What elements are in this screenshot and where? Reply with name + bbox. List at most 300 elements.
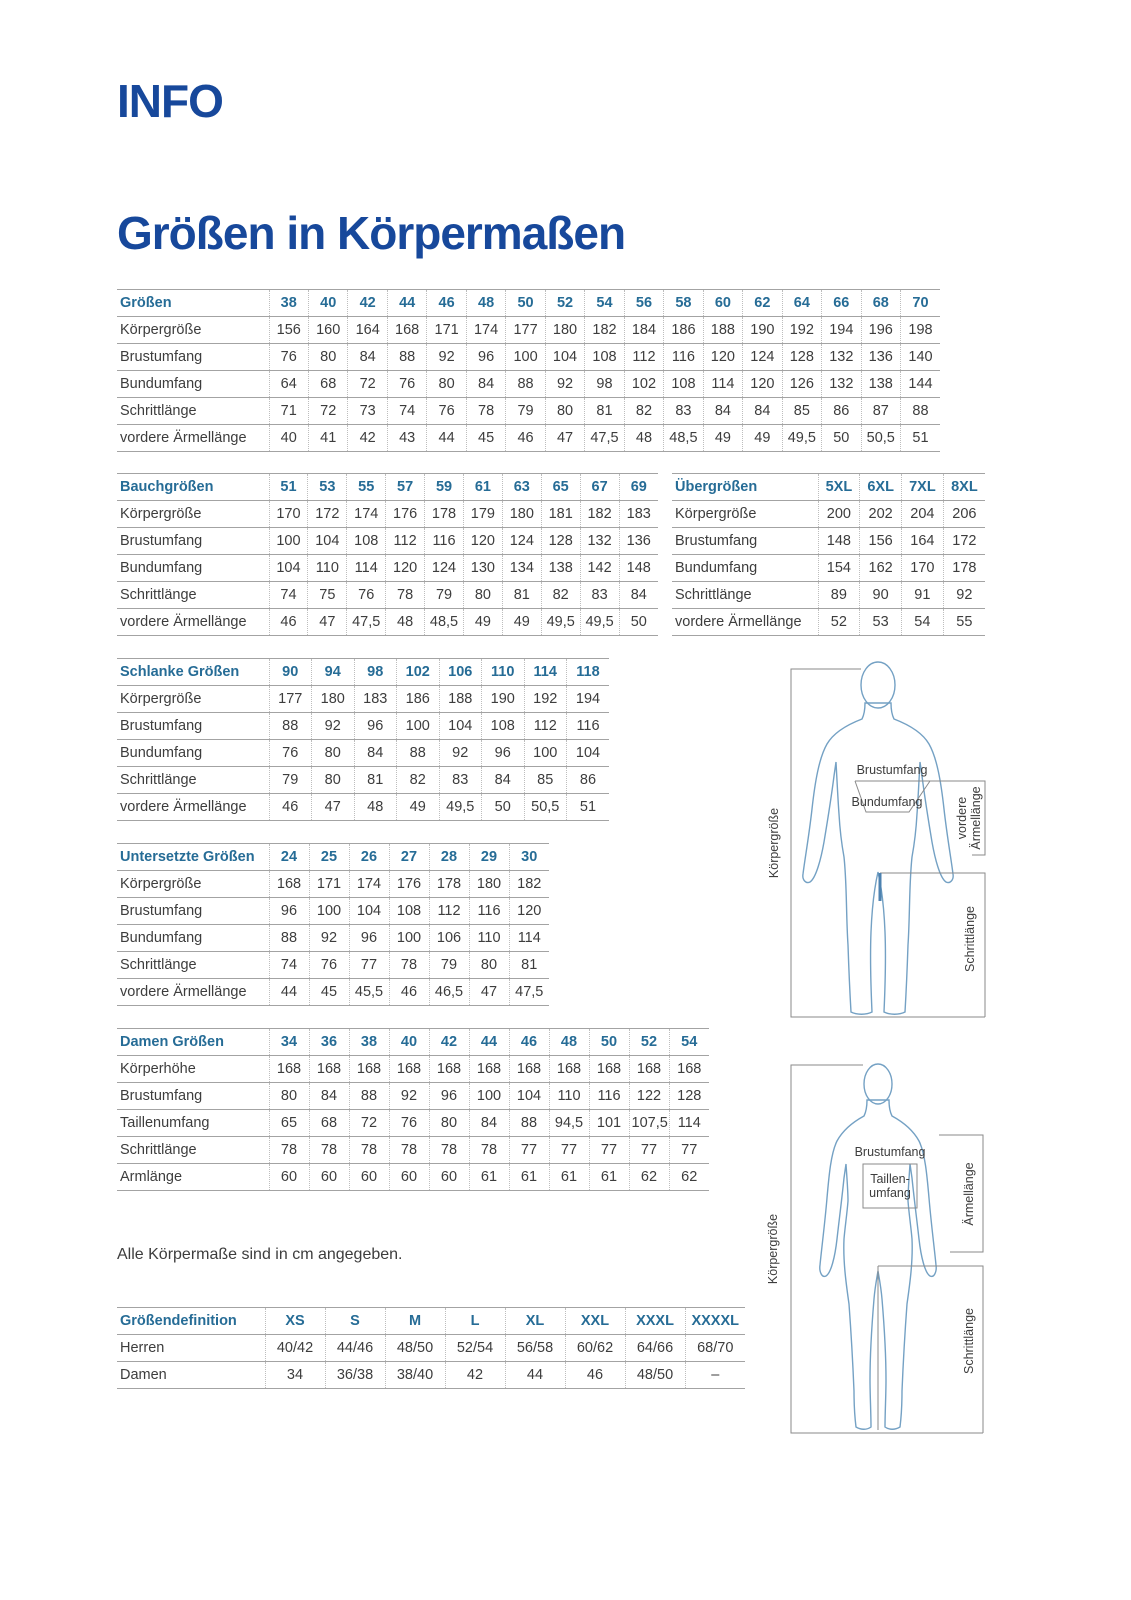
size-column-header: S	[325, 1308, 385, 1335]
cell-value: 96	[466, 344, 505, 371]
cell-value: 80	[312, 740, 355, 767]
table-title: Damen Größen	[117, 1029, 269, 1056]
cell-value: 186	[664, 317, 703, 344]
cell-value: 112	[386, 528, 425, 555]
cell-value: 174	[349, 871, 389, 898]
cell-value: 46	[506, 425, 545, 452]
cell-value: 48	[624, 425, 663, 452]
cell-value: 40	[269, 425, 308, 452]
cell-value: 162	[860, 555, 902, 582]
cell-value: 196	[861, 317, 900, 344]
cell-value: 44/46	[325, 1335, 385, 1362]
row-label: Körperhöhe	[117, 1056, 269, 1083]
cell-value: 56/58	[505, 1335, 565, 1362]
cell-value: 76	[309, 952, 349, 979]
table-header-row	[117, 474, 658, 501]
cell-value: 48/50	[385, 1335, 445, 1362]
cell-value: 44	[427, 425, 466, 452]
cell-value: 138	[541, 555, 580, 582]
cell-value: 108	[347, 528, 386, 555]
cell-value: 43	[387, 425, 426, 452]
size-column-header: 110	[482, 659, 525, 686]
cell-value: 83	[664, 398, 703, 425]
size-table	[117, 658, 609, 821]
female-taillenumfang-label-line1: Taillen-	[870, 1172, 910, 1186]
cell-value: 84	[743, 398, 782, 425]
cell-value: 168	[589, 1056, 629, 1083]
cell-value: 68/70	[685, 1335, 745, 1362]
row-label: vordere Ärmellänge	[117, 609, 269, 636]
table-row	[117, 317, 940, 344]
table-row	[117, 398, 940, 425]
table-uebergroessen	[672, 473, 985, 636]
cell-value: 88	[901, 398, 941, 425]
size-column-header: 59	[425, 474, 464, 501]
page-title: Größen in Körpermaßen	[117, 207, 626, 259]
table-row	[117, 794, 609, 821]
cell-value: 51	[567, 794, 610, 821]
cell-value: 49,5	[580, 609, 619, 636]
row-label: Körpergröße	[117, 317, 269, 344]
table-row	[672, 609, 985, 636]
cell-value: 92	[312, 713, 355, 740]
size-column-header: 94	[312, 659, 355, 686]
table-title: Untersetzte Größen	[117, 844, 269, 871]
size-column-header: 50	[589, 1029, 629, 1056]
table-row	[117, 344, 940, 371]
row-label: Brustumfang	[117, 1083, 269, 1110]
cell-value: 49	[743, 425, 782, 452]
cell-value: 49,5	[541, 609, 580, 636]
cell-value: 180	[545, 317, 584, 344]
cell-value: 148	[619, 555, 658, 582]
female-koerpergroesse-label: Körpergröße	[766, 1213, 780, 1285]
cell-value: 74	[387, 398, 426, 425]
table-row	[117, 528, 658, 555]
size-column-header: 50	[506, 290, 545, 317]
size-column-header: 46	[509, 1029, 549, 1056]
cell-value: 49,5	[439, 794, 482, 821]
cell-value: 100	[469, 1083, 509, 1110]
cell-value: 77	[669, 1137, 709, 1164]
size-column-header: 51	[269, 474, 308, 501]
cell-value: 61	[589, 1164, 629, 1191]
cell-value: 132	[822, 371, 861, 398]
table-header-row	[117, 659, 609, 686]
size-column-header: 69	[619, 474, 658, 501]
size-table	[117, 289, 940, 452]
cell-value: 77	[589, 1137, 629, 1164]
cell-value: 154	[818, 555, 860, 582]
size-column-header: 54	[669, 1029, 709, 1056]
male-koerpergroesse-label: Körpergröße	[767, 807, 781, 879]
size-column-header: 54	[585, 290, 624, 317]
cell-value: 120	[703, 344, 742, 371]
cell-value: 80	[469, 952, 509, 979]
size-column-header: 60	[703, 290, 742, 317]
cell-value: 78	[386, 582, 425, 609]
table-groessendefinition	[117, 1307, 745, 1389]
table-row	[117, 686, 609, 713]
cell-value: 96	[482, 740, 525, 767]
cell-value: 132	[580, 528, 619, 555]
cell-value: 130	[463, 555, 502, 582]
row-label: Körpergröße	[117, 686, 269, 713]
row-label: Körpergröße	[672, 501, 818, 528]
cell-value: 168	[389, 1056, 429, 1083]
cell-value: 72	[348, 371, 387, 398]
size-column-header: 106	[439, 659, 482, 686]
cell-value: 88	[269, 713, 312, 740]
cell-value: 60	[349, 1164, 389, 1191]
size-column-header: 118	[567, 659, 610, 686]
cell-value: 184	[624, 317, 663, 344]
cell-value: 46,5	[429, 979, 469, 1006]
cell-value: 171	[309, 871, 349, 898]
size-column-header: 6XL	[860, 474, 902, 501]
cell-value: 100	[397, 713, 440, 740]
cell-value: 194	[822, 317, 861, 344]
table-title: Größendefinition	[117, 1308, 265, 1335]
cell-value: 85	[782, 398, 821, 425]
size-column-header: XXXL	[625, 1308, 685, 1335]
cell-value: 112	[524, 713, 567, 740]
cell-value: 190	[482, 686, 525, 713]
cell-value: 186	[397, 686, 440, 713]
female-schrittlaenge-label: Schrittlänge	[962, 1307, 976, 1375]
cell-value: 116	[567, 713, 610, 740]
table-bauchgroessen	[117, 473, 658, 636]
table-row	[117, 1056, 709, 1083]
cell-value: 50	[482, 794, 525, 821]
cell-value: 41	[308, 425, 347, 452]
row-label: Brustumfang	[672, 528, 818, 555]
male-aermellaenge-label-line2: Ärmellänge	[969, 786, 983, 850]
cell-value: 47,5	[585, 425, 624, 452]
cell-value: 48,5	[425, 609, 464, 636]
female-aermellaenge-label: Ärmellänge	[962, 1162, 976, 1226]
size-column-header: 102	[397, 659, 440, 686]
table-row	[117, 979, 549, 1006]
cell-value: 82	[624, 398, 663, 425]
cell-value: 108	[482, 713, 525, 740]
cell-value: 47	[308, 609, 347, 636]
cell-value: 45	[466, 425, 505, 452]
cell-value: 78	[349, 1137, 389, 1164]
cell-value: 88	[397, 740, 440, 767]
cell-value: 178	[425, 501, 464, 528]
size-column-header: 38	[349, 1029, 389, 1056]
cell-value: 132	[822, 344, 861, 371]
size-column-header: 40	[308, 290, 347, 317]
cell-value: 68	[308, 371, 347, 398]
table-row	[117, 1110, 709, 1137]
cell-value: 54	[902, 609, 944, 636]
cell-value: –	[685, 1362, 745, 1389]
cell-value: 116	[469, 898, 509, 925]
cell-value: 100	[524, 740, 567, 767]
cell-value: 168	[429, 1056, 469, 1083]
cell-value: 44	[269, 979, 309, 1006]
cell-value: 48,5	[664, 425, 703, 452]
male-brustumfang-label: Brustumfang	[856, 763, 928, 777]
row-label: Körpergröße	[117, 501, 269, 528]
cell-value: 142	[580, 555, 619, 582]
cell-value: 179	[463, 501, 502, 528]
size-table	[117, 1028, 709, 1191]
cell-value: 200	[818, 501, 860, 528]
size-column-header: 48	[466, 290, 505, 317]
cell-value: 190	[743, 317, 782, 344]
size-column-header: 44	[387, 290, 426, 317]
row-label: Damen	[117, 1362, 265, 1389]
size-column-header: 63	[502, 474, 541, 501]
cell-value: 110	[549, 1083, 589, 1110]
size-column-header: 53	[308, 474, 347, 501]
cell-value: 72	[349, 1110, 389, 1137]
cell-value: 84	[354, 740, 397, 767]
size-column-header: 34	[269, 1029, 309, 1056]
cell-value: 78	[466, 398, 505, 425]
cell-value: 102	[624, 371, 663, 398]
table-row	[117, 1083, 709, 1110]
cell-value: 46	[389, 979, 429, 1006]
table-row	[117, 501, 658, 528]
koerpergroesse-bracket	[791, 1065, 983, 1433]
size-column-header: 36	[309, 1029, 349, 1056]
size-table	[117, 1307, 745, 1389]
cell-value: 91	[902, 582, 944, 609]
cell-value: 62	[629, 1164, 669, 1191]
table-row	[117, 1164, 709, 1191]
cell-value: 182	[580, 501, 619, 528]
cell-value: 120	[743, 371, 782, 398]
table-row	[117, 925, 549, 952]
cell-value: 47	[469, 979, 509, 1006]
table-row	[117, 425, 940, 452]
table-row	[117, 713, 609, 740]
cell-value: 82	[541, 582, 580, 609]
aermellaenge-bracket	[939, 1135, 983, 1252]
cell-value: 181	[541, 501, 580, 528]
cell-value: 80	[308, 344, 347, 371]
cell-value: 73	[348, 398, 387, 425]
table-title: Bauchgrößen	[117, 474, 269, 501]
cell-value: 45	[309, 979, 349, 1006]
size-column-header: 56	[624, 290, 663, 317]
cell-value: 90	[860, 582, 902, 609]
cell-value: 106	[429, 925, 469, 952]
cell-value: 49	[703, 425, 742, 452]
table-row	[672, 582, 985, 609]
size-column-header: 42	[348, 290, 387, 317]
cell-value: 79	[425, 582, 464, 609]
cell-value: 50	[619, 609, 658, 636]
cell-value: 83	[439, 767, 482, 794]
cell-value: 100	[309, 898, 349, 925]
cell-value: 92	[309, 925, 349, 952]
cell-value: 98	[585, 371, 624, 398]
cell-value: 80	[427, 371, 466, 398]
cell-value: 80	[545, 398, 584, 425]
cell-value: 60	[429, 1164, 469, 1191]
cell-value: 198	[901, 317, 941, 344]
cell-value: 128	[541, 528, 580, 555]
cell-value: 81	[585, 398, 624, 425]
cell-value: 168	[269, 871, 309, 898]
cell-value: 76	[427, 398, 466, 425]
cell-value: 168	[349, 1056, 389, 1083]
cell-value: 61	[549, 1164, 589, 1191]
cell-value: 114	[347, 555, 386, 582]
male-head-outline	[861, 662, 895, 708]
cell-value: 50	[822, 425, 861, 452]
cell-value: 46	[269, 794, 312, 821]
cell-value: 176	[389, 871, 429, 898]
row-label: Armlänge	[117, 1164, 269, 1191]
row-label: Taillenumfang	[117, 1110, 269, 1137]
size-column-header: 26	[349, 844, 389, 871]
row-label: vordere Ärmellänge	[117, 425, 269, 452]
cell-value: 138	[861, 371, 900, 398]
cell-value: 55	[943, 609, 985, 636]
cell-value: 172	[308, 501, 347, 528]
cell-value: 89	[818, 582, 860, 609]
cell-value: 204	[902, 501, 944, 528]
cell-value: 71	[269, 398, 308, 425]
cell-value: 78	[429, 1137, 469, 1164]
size-column-header: 64	[782, 290, 821, 317]
row-label: Bundumfang	[117, 925, 269, 952]
table-row	[117, 952, 549, 979]
cell-value: 84	[348, 344, 387, 371]
cell-value: 60	[309, 1164, 349, 1191]
cell-value: 42	[445, 1362, 505, 1389]
cell-value: 156	[860, 528, 902, 555]
cell-value: 110	[469, 925, 509, 952]
cell-value: 60	[389, 1164, 429, 1191]
cell-value: 194	[567, 686, 610, 713]
cell-value: 52/54	[445, 1335, 505, 1362]
table-title: Schlanke Größen	[117, 659, 269, 686]
cell-value: 62	[669, 1164, 709, 1191]
cell-value: 96	[354, 713, 397, 740]
cell-value: 100	[269, 528, 308, 555]
cell-value: 49	[463, 609, 502, 636]
cell-value: 83	[580, 582, 619, 609]
cell-value: 168	[669, 1056, 709, 1083]
cell-value: 78	[389, 1137, 429, 1164]
table-title: Übergrößen	[672, 474, 818, 501]
size-column-header: 38	[269, 290, 308, 317]
cell-value: 52	[818, 609, 860, 636]
table-row	[117, 767, 609, 794]
size-column-header: 48	[549, 1029, 589, 1056]
male-measurement-diagram	[753, 645, 1003, 1030]
cell-value: 168	[549, 1056, 589, 1083]
cell-value: 104	[567, 740, 610, 767]
cell-value: 122	[629, 1083, 669, 1110]
cell-value: 61	[509, 1164, 549, 1191]
cell-value: 192	[782, 317, 821, 344]
cell-value: 46	[269, 609, 308, 636]
cell-value: 108	[585, 344, 624, 371]
cell-value: 74	[269, 582, 308, 609]
size-column-header: 61	[463, 474, 502, 501]
cell-value: 128	[669, 1083, 709, 1110]
cell-value: 104	[349, 898, 389, 925]
cell-value: 74	[269, 952, 309, 979]
cell-value: 192	[524, 686, 567, 713]
cell-value: 92	[389, 1083, 429, 1110]
size-column-header: 44	[469, 1029, 509, 1056]
cell-value: 112	[624, 344, 663, 371]
cell-value: 120	[509, 898, 549, 925]
cell-value: 45,5	[349, 979, 389, 1006]
row-label: Schrittlänge	[117, 767, 269, 794]
cell-value: 77	[509, 1137, 549, 1164]
cell-value: 88	[509, 1110, 549, 1137]
cell-value: 48	[354, 794, 397, 821]
cell-value: 136	[861, 344, 900, 371]
size-column-header: 90	[269, 659, 312, 686]
cell-value: 170	[269, 501, 308, 528]
table-row	[117, 898, 549, 925]
cell-value: 42	[348, 425, 387, 452]
cell-value: 50,5	[861, 425, 900, 452]
table-untersetzte-groessen	[117, 843, 549, 1006]
cell-value: 116	[664, 344, 703, 371]
cell-value: 76	[389, 1110, 429, 1137]
cell-value: 160	[308, 317, 347, 344]
size-column-header: 7XL	[902, 474, 944, 501]
cell-value: 80	[463, 582, 502, 609]
cell-value: 124	[425, 555, 464, 582]
cell-value: 202	[860, 501, 902, 528]
size-column-header: 27	[389, 844, 429, 871]
cell-value: 60	[269, 1164, 309, 1191]
cell-value: 34	[265, 1362, 325, 1389]
row-label: vordere Ärmellänge	[117, 979, 269, 1006]
cell-value: 78	[309, 1137, 349, 1164]
female-taillenumfang-label-line2: umfang	[869, 1186, 911, 1200]
cell-value: 78	[469, 1137, 509, 1164]
cell-value: 168	[309, 1056, 349, 1083]
size-column-header: XXL	[565, 1308, 625, 1335]
male-bundumfang-label: Bundumfang	[851, 795, 923, 809]
cell-value: 88	[506, 371, 545, 398]
row-label: Brustumfang	[117, 344, 269, 371]
size-column-header: 67	[580, 474, 619, 501]
cell-value: 116	[589, 1083, 629, 1110]
cell-value: 76	[269, 344, 308, 371]
cell-value: 47,5	[347, 609, 386, 636]
table-schlanke-groessen	[117, 658, 609, 821]
cell-value: 96	[269, 898, 309, 925]
size-column-header: 28	[429, 844, 469, 871]
size-table	[672, 473, 985, 636]
size-column-header: XL	[505, 1308, 565, 1335]
cell-value: 168	[629, 1056, 669, 1083]
table-damen-groessen	[117, 1028, 709, 1191]
cell-value: 81	[509, 952, 549, 979]
row-label: Schrittlänge	[117, 398, 269, 425]
cell-value: 124	[743, 344, 782, 371]
cell-value: 104	[439, 713, 482, 740]
cell-value: 171	[427, 317, 466, 344]
cell-value: 107,5	[629, 1110, 669, 1137]
cell-value: 92	[545, 371, 584, 398]
